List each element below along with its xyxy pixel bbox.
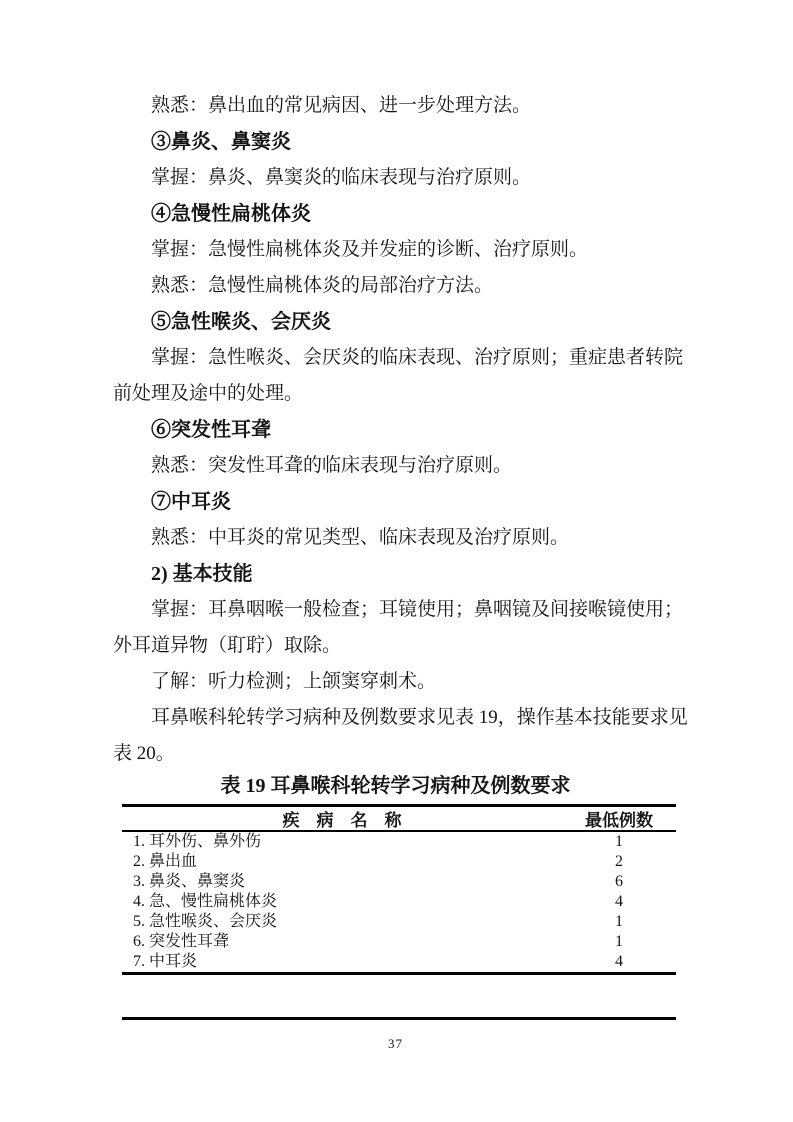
heading-rhinitis-sinusitis: ③鼻炎、鼻窦炎 xyxy=(151,131,291,153)
cell-disease-name: 7. 中耳炎 xyxy=(133,953,198,970)
cell-min-cases: 4 xyxy=(615,893,623,910)
cell-min-cases: 6 xyxy=(615,873,623,890)
table-row xyxy=(122,872,676,892)
body-line: 掌握：急慢性扁桃体炎及并发症的诊断、治疗原则。 xyxy=(151,239,589,260)
body-line: 熟悉：突发性耳聋的临床表现与治疗原则。 xyxy=(151,455,513,476)
heading-basic-skills: 2) 基本技能 xyxy=(151,563,253,585)
cell-min-cases: 2 xyxy=(615,853,623,870)
table-row xyxy=(122,912,676,932)
cell-disease-name: 5. 急性喉炎、会厌炎 xyxy=(133,913,278,930)
cell-min-cases: 1 xyxy=(615,913,623,930)
table-19-header-row xyxy=(122,807,676,832)
heading-tonsillitis: ④急慢性扁桃体炎 xyxy=(151,203,311,225)
table-19-title: 表 19 耳鼻喉科轮转学习病种及例数要求 xyxy=(220,775,571,797)
table-row xyxy=(122,832,676,852)
page-number: 37 xyxy=(388,1036,403,1051)
body-line: 熟悉：鼻出血的常见病因、进一步处理方法。 xyxy=(151,95,532,116)
heading-otitis-media: ⑦中耳炎 xyxy=(151,491,231,513)
heading-sudden-deafness: ⑥突发性耳聋 xyxy=(151,419,271,441)
table-19 xyxy=(122,804,676,975)
page-content xyxy=(113,88,688,1052)
table-row xyxy=(122,932,676,952)
cell-disease-name: 6. 突发性耳聋 xyxy=(133,933,230,950)
table-row xyxy=(122,892,676,912)
table-row xyxy=(122,952,676,972)
body-line: 表 20。 xyxy=(113,743,175,764)
table-19-body xyxy=(122,832,676,972)
table-20-top-rule xyxy=(122,1017,676,1020)
body-line: 了解：听力检测；上颌窦穿刺术。 xyxy=(151,671,437,692)
body-line: 前处理及途中的处理。 xyxy=(113,383,304,404)
body-line: 熟悉：急慢性扁桃体炎的局部治疗方法。 xyxy=(151,275,494,296)
cell-min-cases: 1 xyxy=(615,833,623,850)
cell-disease-name: 1. 耳外伤、鼻外伤 xyxy=(133,833,262,850)
table-row xyxy=(122,852,676,872)
cell-disease-name: 4. 急、慢性扁桃体炎 xyxy=(133,893,278,910)
table-header-min-cases: 最低例数 xyxy=(585,811,653,830)
body-line: 掌握：急性喉炎、会厌炎的临床表现、治疗原则；重症患者转院 xyxy=(151,347,684,368)
heading-laryngitis-epiglottitis: ⑤急性喉炎、会厌炎 xyxy=(151,311,331,333)
body-line: 熟悉：中耳炎的常见类型、临床表现及治疗原则。 xyxy=(151,527,570,548)
body-line: 耳鼻喉科轮转学习病种及例数要求见表 19，操作基本技能要求见 xyxy=(151,707,688,728)
body-line: 掌握：鼻炎、鼻窦炎的临床表现与治疗原则。 xyxy=(151,167,532,188)
cell-disease-name: 3. 鼻炎、鼻窦炎 xyxy=(133,873,246,890)
cell-disease-name: 2. 鼻出血 xyxy=(133,853,198,870)
body-line: 掌握：耳鼻咽喉一般检查；耳镜使用；鼻咽镜及间接喉镜使用； xyxy=(151,599,684,620)
table-header-disease-name: 疾 病 名 称 xyxy=(282,811,402,830)
body-line: 外耳道异物（耵聍）取除。 xyxy=(113,635,342,656)
cell-min-cases: 1 xyxy=(615,933,623,950)
cell-min-cases: 4 xyxy=(615,953,623,970)
